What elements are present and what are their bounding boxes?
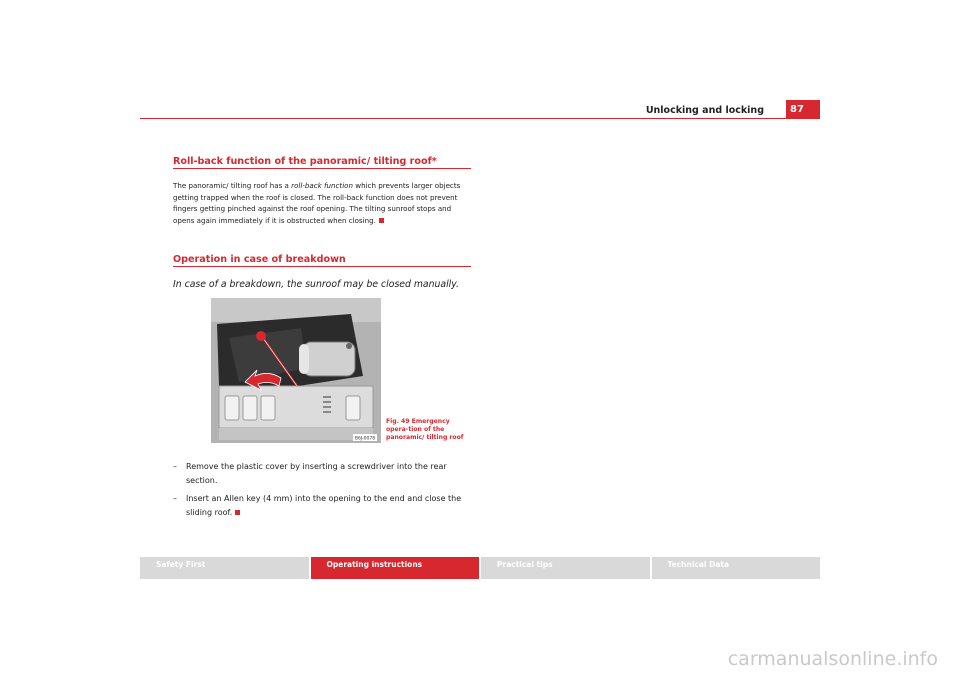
tab-technical-data[interactable]: Technical Data	[652, 557, 821, 579]
section-heading-breakdown: Operation in case of breakdown	[173, 254, 471, 267]
figure-caption: Fig. 49 Emergency opera-tion of the panoramic/ tilting roof	[386, 418, 464, 441]
step-text-content: Insert an Allen key (4 mm) into the opening to the end and close the sliding roof.	[186, 494, 462, 517]
section-heading-rollback: Roll-back function of the panoramic/ tilting roof*	[173, 156, 471, 169]
rollback-text-start: The panoramic/ tilting roof has a	[173, 181, 292, 190]
tab-practical-tips[interactable]: Practical tips	[481, 557, 650, 579]
figure-code: B6J-0078	[354, 436, 376, 442]
rollback-text-end: which prevents larger objects getting trapped when the roof is closed. The roll-back function does not prevent fingers getting pinched against the roof opening. The tilting sunroof stops and opens again immediately if it is obstructed when closing.	[173, 181, 461, 225]
footer-nav	[140, 557, 820, 579]
rollback-paragraph	[173, 180, 473, 226]
step-dash: –	[173, 462, 177, 471]
step-dash: –	[173, 494, 177, 503]
chapter-title: Unlocking and locking	[645, 105, 764, 116]
page-number: 87	[786, 100, 820, 119]
step-item	[173, 492, 478, 520]
watermark: carmanualsonline.info	[727, 648, 938, 670]
end-of-section-icon	[235, 510, 240, 515]
tab-safety-first[interactable]: Safety First	[140, 557, 309, 579]
step-item	[173, 460, 478, 488]
header-rule	[140, 118, 820, 119]
step-text: Remove the plastic cover by inserting a screwdriver into the rear section.	[186, 462, 447, 485]
step-text	[173, 492, 478, 520]
breakdown-intro: In case of a breakdown, the sunroof may be closed manually.	[173, 279, 459, 290]
figure-emergency-operation	[211, 298, 381, 443]
tab-operating-instructions[interactable]: Operating instructions	[311, 557, 480, 579]
roof-console-illustration	[211, 298, 381, 443]
rollback-term: roll-back function	[291, 181, 354, 190]
end-of-section-icon	[379, 218, 384, 223]
